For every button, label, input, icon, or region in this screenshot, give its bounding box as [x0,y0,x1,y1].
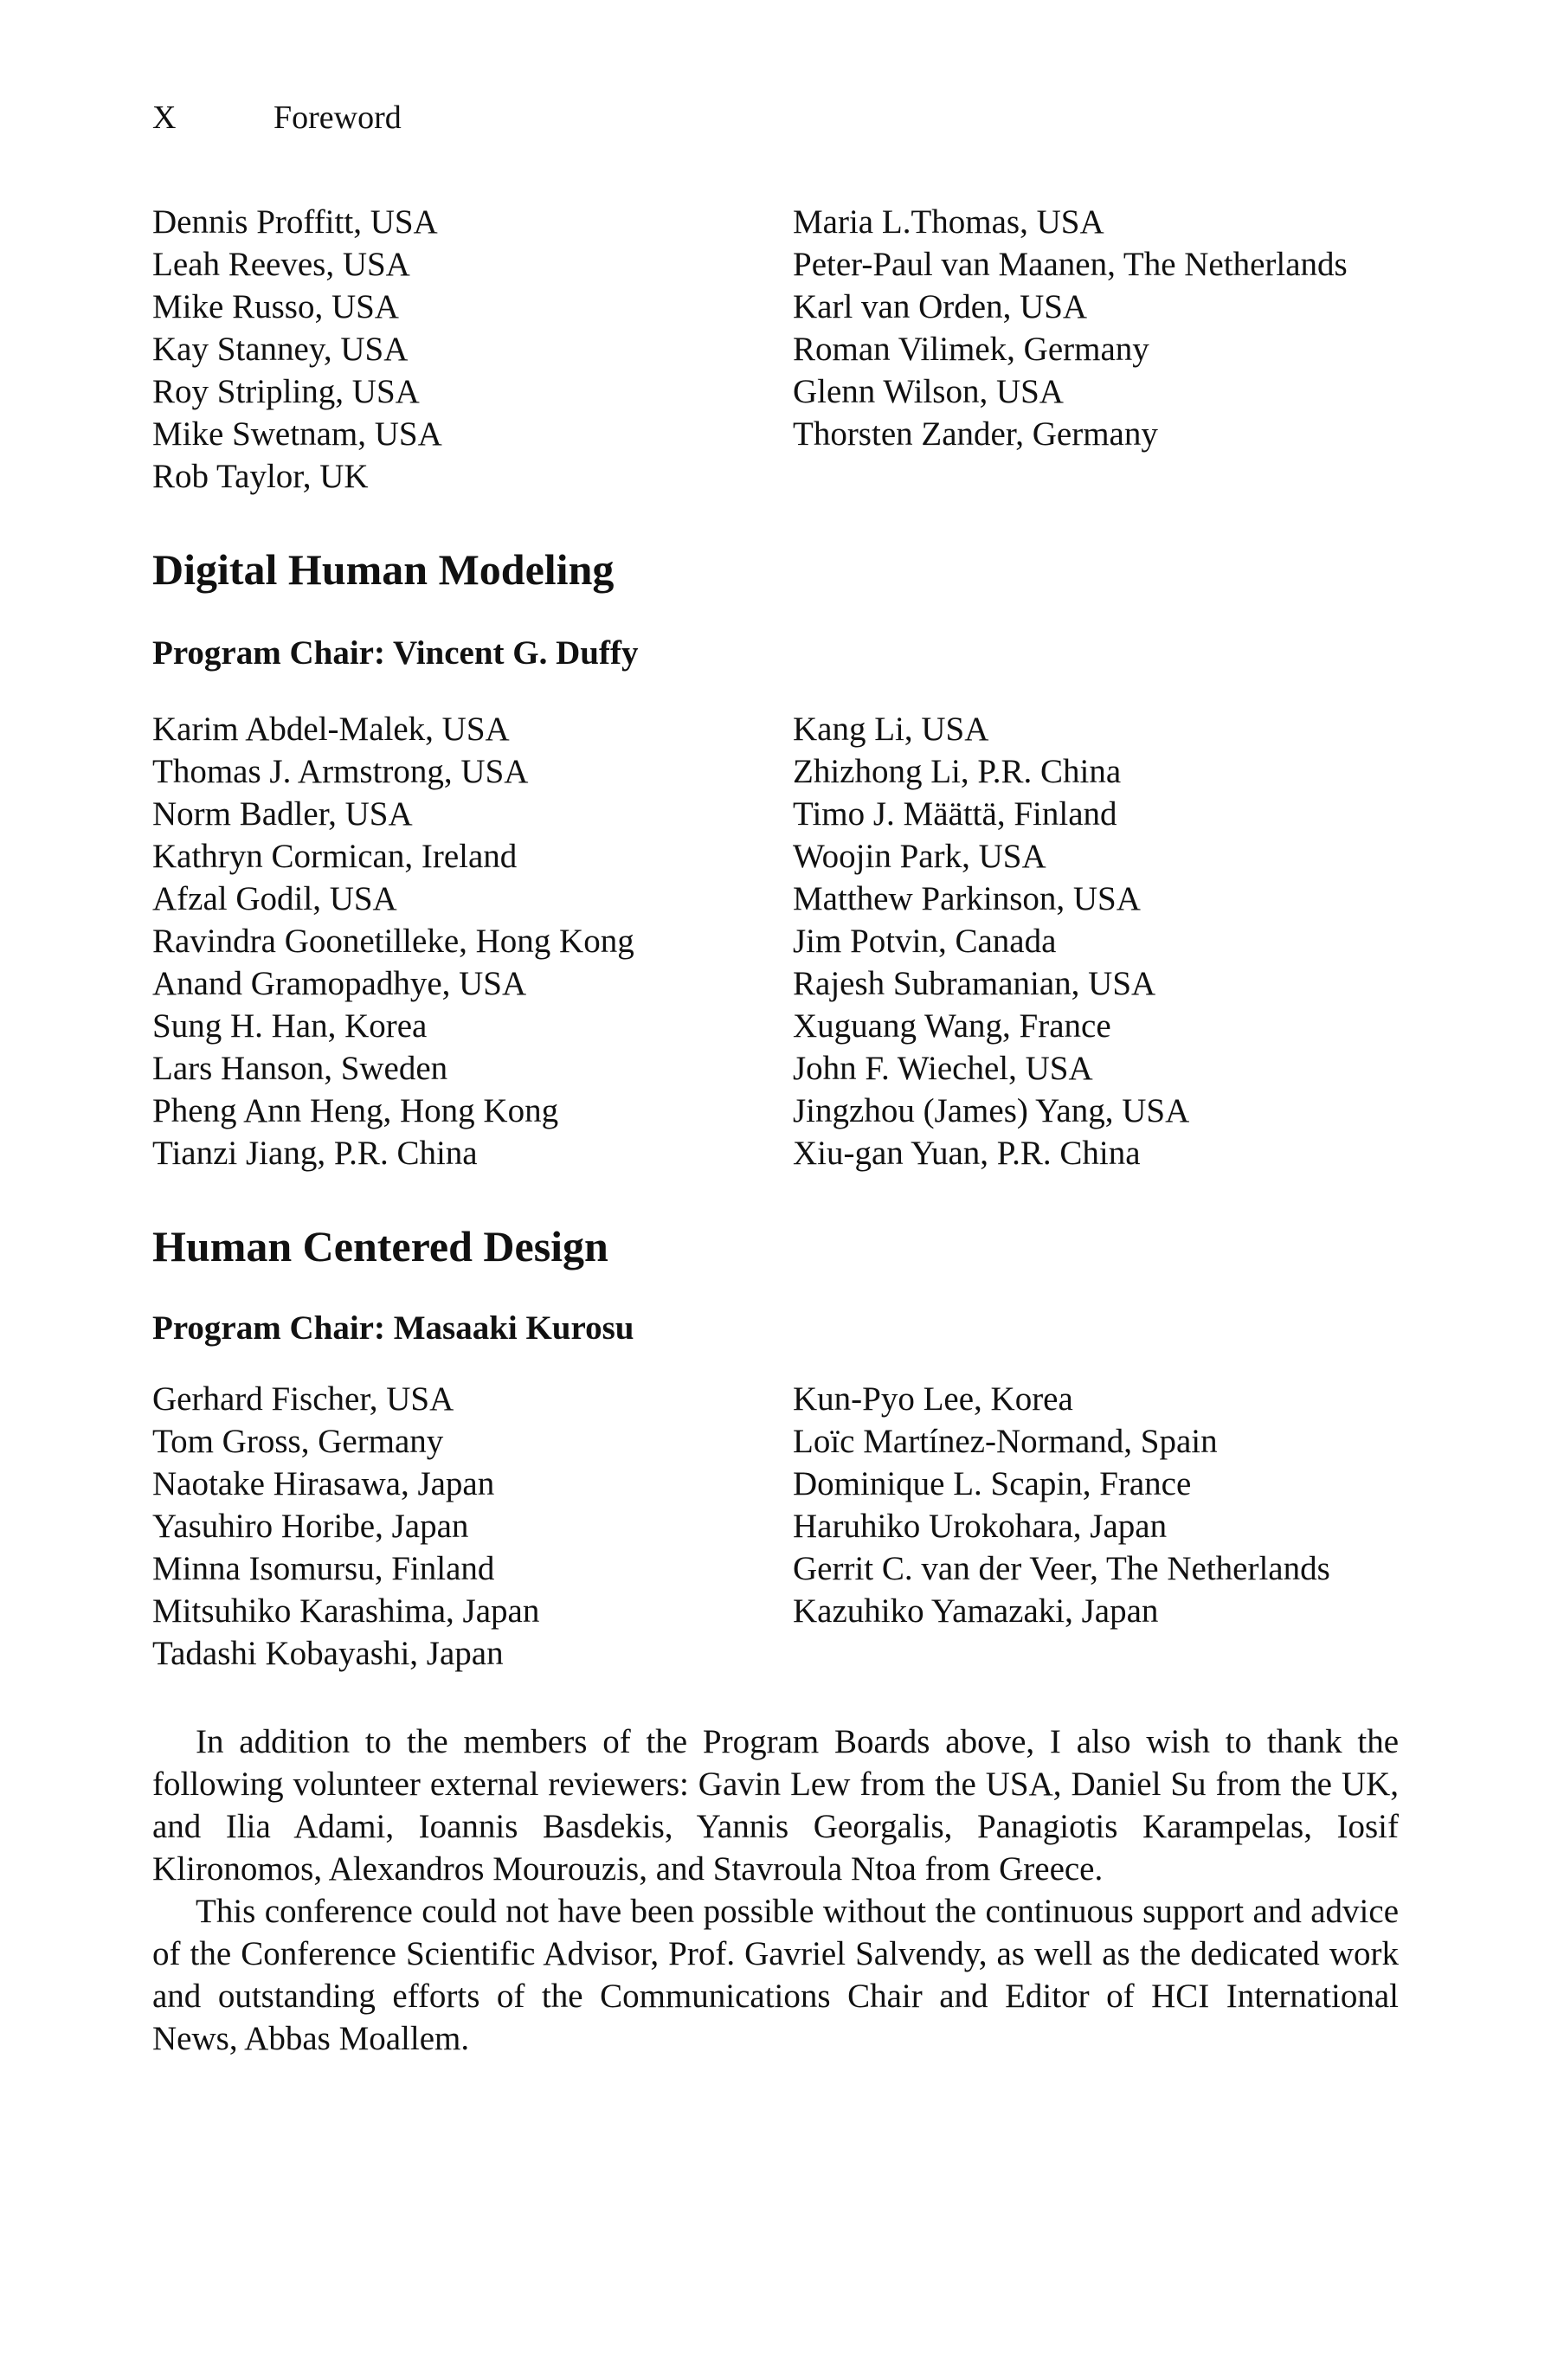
member-entry: Kazuhiko Yamazaki, Japan [793,1592,1159,1630]
member-entry: Karl van Orden, USA [793,288,1088,325]
member-entry: Rob Taylor, UK [152,458,369,495]
member-entry: Pheng Ann Heng, Hong Kong [152,1092,559,1129]
hcd-left-column [152,1378,793,1675]
board-continued-left-column [152,201,793,498]
member-entry: Roy Stripling, USA [152,373,420,410]
page-number: X [152,100,177,136]
dhm-left-column [152,708,793,1174]
member-entry: Minna Isomursu, Finland [152,1550,495,1587]
member-entry: Mike Swetnam, USA [152,415,442,453]
member-entry: Afzal Godil, USA [152,880,397,917]
member-entry: Norm Badler, USA [152,795,413,833]
member-entry: Glenn Wilson, USA [793,373,1064,410]
member-entry: Karim Abdel-Malek, USA [152,711,510,748]
member-entry: Maria L.Thomas, USA [793,203,1104,241]
section-title-human-centered-design: Human Centered Design [152,1222,608,1270]
member-entry: Timo J. Määttä, Finland [793,795,1117,833]
member-entry: Xiu-gan Yuan, P.R. China [793,1135,1141,1172]
member-entry: Rajesh Subramanian, USA [793,965,1156,1002]
program-chair-digital-human-modeling: Program Chair: Vincent G. Duffy [152,634,639,672]
human-centered-design-board-list [152,1378,1399,1675]
paragraph-reviewers: In addition to the members of the Program Boards above, I also wish to thank the following volunteer external reviewers: Gavin Lew from the USA, Daniel Su from the UK, and Ilia Adami, Ioannis Basdekis, Yannis Georgalis, Panagiotis Karampelas, Iosif Klironomos, Alexandros Mourouzis, and Stavroula Ntoa from Greece. [152,1723,1399,1888]
member-entry: Jingzhou (James) Yang, USA [793,1092,1190,1129]
member-entry: Sung H. Han, Korea [152,1007,428,1045]
program-chair-human-centered-design: Program Chair: Masaaki Kurosu [152,1309,634,1347]
member-entry: Kathryn Cormican, Ireland [152,838,518,875]
member-entry: Mike Russo, USA [152,288,399,325]
member-entry: Gerrit C. van der Veer, The Netherlands [793,1550,1330,1587]
member-entry: Peter-Paul van Maanen, The Netherlands [793,246,1348,283]
dhm-right-column [793,708,1399,1174]
board-continued-list [152,201,1399,498]
member-entry: Kang Li, USA [793,711,989,748]
member-entry: Jim Potvin, Canada [793,923,1057,960]
member-entry: Woojin Park, USA [793,838,1046,875]
member-entry: Xuguang Wang, France [793,1007,1111,1045]
member-entry: Roman Vilimek, Germany [793,331,1149,368]
hcd-right-column [793,1378,1399,1675]
paragraph-support: This conference could not have been possible without the continuous support and advice of the Conference Scientific Advisor, Prof. Gavriel Salvendy, as well as the dedicated work and outstanding efforts of the Communications Chair and Editor of HCI International News, Abbas Moallem. [152,1893,1399,2057]
member-entry: Tianzi Jiang, P.R. China [152,1135,478,1172]
member-entry: Anand Gramopadhye, USA [152,965,527,1002]
member-entry: Kun-Pyo Lee, Korea [793,1380,1073,1418]
member-entry: Yasuhiro Horibe, Japan [152,1508,469,1545]
board-continued-right-column [793,201,1399,498]
member-entry: Leah Reeves, USA [152,246,410,283]
member-entry: Zhizhong Li, P.R. China [793,753,1122,790]
member-entry: Loïc Martínez-Normand, Spain [793,1423,1218,1460]
running-head [152,97,402,138]
digital-human-modeling-board-list [152,708,1399,1174]
member-entry: Dennis Proffitt, USA [152,203,438,241]
member-entry: Kay Stanney, USA [152,331,409,368]
section-title-digital-human-modeling: Digital Human Modeling [152,545,615,594]
member-entry: Ravindra Goonetilleke, Hong Kong [152,923,634,960]
member-entry: Haruhiko Urokohara, Japan [793,1508,1168,1545]
member-entry: Mitsuhiko Karashima, Japan [152,1592,540,1630]
member-entry: Thomas J. Armstrong, USA [152,753,529,790]
member-entry: Thorsten Zander, Germany [793,415,1158,453]
member-entry: John F. Wiechel, USA [793,1050,1093,1087]
member-entry: Tom Gross, Germany [152,1423,444,1460]
running-head-title: Foreword [274,100,402,136]
member-entry: Dominique L. Scapin, France [793,1465,1192,1502]
member-entry: Naotake Hirasawa, Japan [152,1465,495,1502]
member-entry: Gerhard Fischer, USA [152,1380,454,1418]
member-entry: Lars Hanson, Sweden [152,1050,448,1087]
acknowledgement-text [152,1721,1399,2060]
member-entry: Matthew Parkinson, USA [793,880,1141,917]
member-entry: Tadashi Kobayashi, Japan [152,1635,504,1672]
